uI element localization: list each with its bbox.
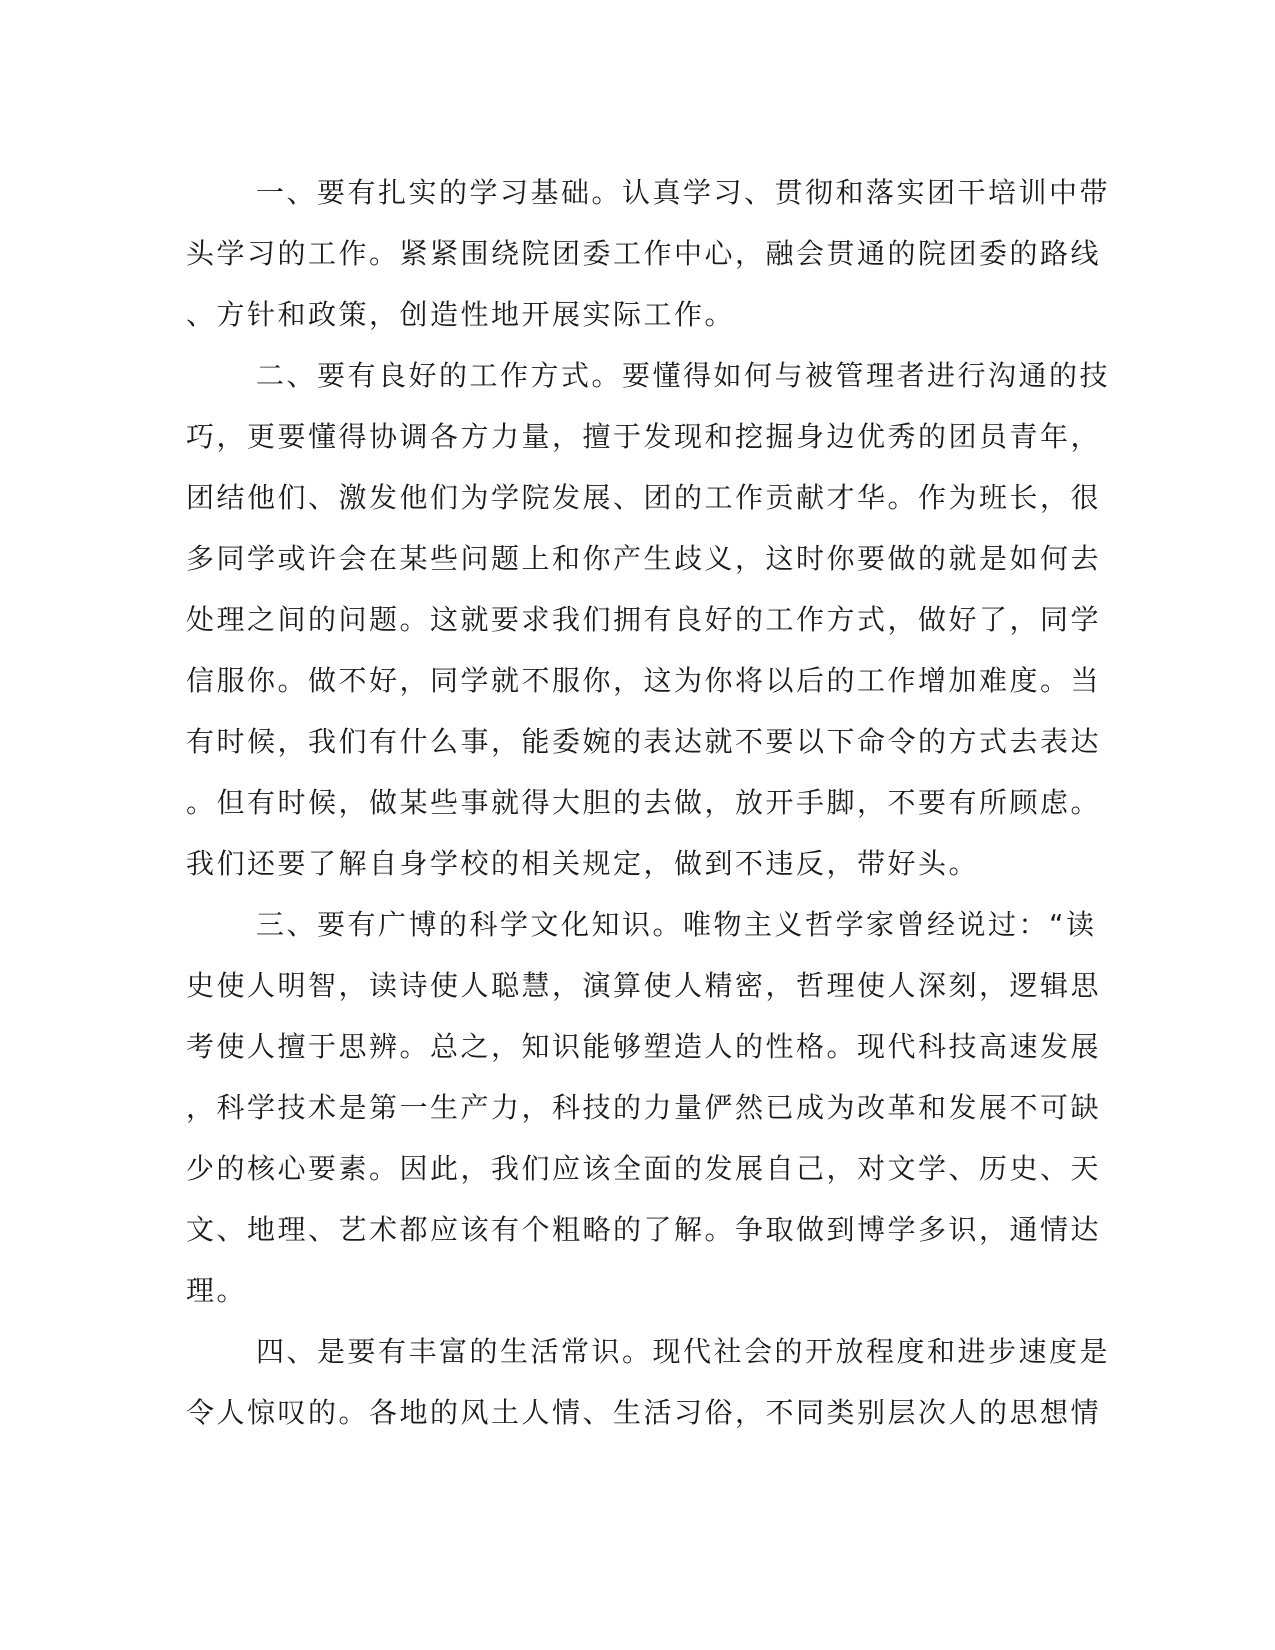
text-line: 二、要有良好的工作方式。要懂得如何与被管理者进行沟通的技 — [256, 359, 1111, 392]
text-line: 令人惊叹的。各地的风土人情、生活习俗，不同类别层次人的思想情 — [186, 1396, 1102, 1429]
paragraph-3 — [186, 894, 1102, 1321]
text-line: 一、要有扎实的学习基础。认真学习、贯彻和落实团干培训中带 — [256, 176, 1111, 209]
text-line: 四、是要有丰富的生活常识。现代社会的开放程度和进步速度是 — [256, 1335, 1111, 1368]
text-line: 少的核心要素。因此，我们应该全面的发展自己，对文学、历史、天 — [186, 1152, 1102, 1185]
text-line: 巧，更要懂得协调各方力量，擅于发现和挖掘身边优秀的团员青年， — [186, 420, 1102, 453]
text-line: 有时候，我们有什么事，能委婉的表达就不要以下命令的方式去表达 — [186, 725, 1102, 758]
text-line: 史使人明智，读诗使人聪慧，演算使人精密，哲理使人深刻，逻辑思 — [186, 969, 1102, 1002]
text-line: 文、地理、艺术都应该有个粗略的了解。争取做到博学多识，通情达 — [186, 1213, 1102, 1246]
text-line: 。但有时候，做某些事就得大胆的去做，放开手脚，不要有所顾虑。 — [186, 786, 1102, 819]
paragraph-2 — [186, 345, 1111, 894]
text-line: 三、要有广博的科学文化知识。唯物主义哲学家曾经说过：“读 — [256, 908, 1097, 941]
text-line: 我们还要了解自身学校的相关规定，做到不违反，带好头。 — [186, 847, 980, 880]
text-line: 理。 — [186, 1274, 248, 1307]
text-line: 团结他们、激发他们为学院发展、团的工作贡献才华。作为班长，很 — [186, 481, 1102, 514]
text-line: 头学习的工作。紧紧围绕院团委工作中心，融会贯通的院团委的路线 — [186, 237, 1102, 270]
text-line: ，科学技术是第一生产力，科技的力量俨然已成为改革和发展不可缺 — [186, 1091, 1102, 1124]
text-line: 信服你。做不好，同学就不服你，这为你将以后的工作增加难度。当 — [186, 664, 1102, 697]
text-line: 处理之间的问题。这就要求我们拥有良好的工作方式，做好了，同学 — [186, 603, 1102, 636]
paragraph-1 — [186, 162, 1111, 345]
text-line: 考使人擅于思辨。总之，知识能够塑造人的性格。现代科技高速发展 — [186, 1030, 1102, 1063]
document-body — [186, 162, 1111, 1443]
text-line: 、方针和政策，创造性地开展实际工作。 — [186, 298, 736, 331]
paragraph-4 — [186, 1321, 1111, 1443]
text-line: 多同学或许会在某些问题上和你产生歧义，这时你要做的就是如何去 — [186, 542, 1102, 575]
